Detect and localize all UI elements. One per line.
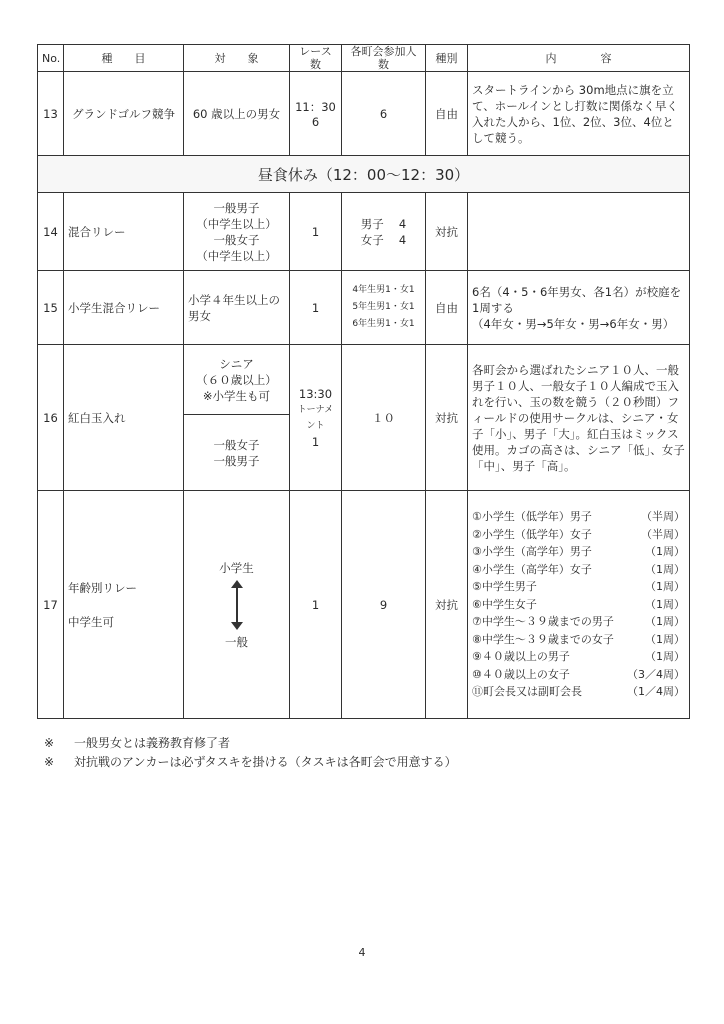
row-event: 紅白玉入れ <box>64 345 184 491</box>
relay-leg-label: ④小学生（高学年）女子 <box>472 562 592 576</box>
race-count: 6 <box>311 114 320 129</box>
target-line: 一般女子 <box>213 232 260 247</box>
row-target: 小学４年生以上の男女 <box>184 271 290 345</box>
relay-leg-distance: （1周） <box>645 597 685 611</box>
relay-leg-label: ⑩４０歳以上の女子 <box>472 667 570 681</box>
row-target <box>184 491 290 719</box>
header-target: 対 象 <box>184 45 290 72</box>
list-item <box>472 648 685 666</box>
relay-leg-label: ⑥中学生女子 <box>472 597 537 611</box>
lunch-banner: 昼食休み（12：00～12：30） <box>38 156 690 193</box>
relay-leg-label: ③小学生（高学年）男子 <box>472 545 592 559</box>
list-item <box>472 683 685 701</box>
lunch-row <box>38 156 690 193</box>
race-format: トーナメント <box>297 404 334 431</box>
race-time: 13:30 <box>298 386 333 401</box>
double-arrow-icon <box>231 580 243 630</box>
list-item <box>472 666 685 684</box>
target-line: 一般男子 <box>213 453 260 468</box>
target-top: 小学生 <box>219 560 254 575</box>
target-line: （中学生以上） <box>196 248 277 263</box>
relay-leg-distance: （半周） <box>641 510 685 524</box>
page-number: 4 <box>358 946 366 959</box>
event-line: 年齢別リレー <box>68 580 137 595</box>
relay-leg-label: ②小学生（低学年）女子 <box>472 527 592 541</box>
relay-leg-distance: （1周） <box>645 562 685 576</box>
relay-leg-distance: （半周） <box>641 527 685 541</box>
table-row <box>38 345 690 415</box>
participant-line: 男子 4 <box>360 216 407 231</box>
list-item <box>472 508 685 526</box>
row-content <box>468 193 690 271</box>
row-type: 対抗 <box>426 193 468 271</box>
content-line: 6名（4・5・6年男女、各1名）が校庭を1周する <box>472 284 682 315</box>
race-count: 1 <box>311 434 320 449</box>
note-item <box>44 753 457 772</box>
target-line: 一般女子 <box>213 437 260 452</box>
row-content: スタートラインから 30m地点に旗を立て、ホールインとし打数に関係なく早く入れた人から、1位、2位、3位、4位として競う。 <box>468 72 690 156</box>
note-item <box>44 734 457 753</box>
row-type: 対抗 <box>426 345 468 491</box>
note-mark: ※ <box>44 736 55 750</box>
row-target-senior <box>184 345 290 415</box>
relay-list <box>472 508 685 701</box>
row-races <box>290 345 342 491</box>
target-bottom: 一般 <box>225 634 248 649</box>
row-no: 13 <box>38 72 64 156</box>
header-no: No. <box>38 45 64 72</box>
row-participants: 9 <box>342 491 426 719</box>
row-participants: 6 <box>342 72 426 156</box>
row-event: 小学生混合リレー <box>64 271 184 345</box>
list-item <box>472 526 685 544</box>
list-item <box>472 578 685 596</box>
relay-leg-distance: （1／4周） <box>627 685 685 699</box>
participant-line: 5年生男1・女1 <box>352 302 415 312</box>
note-mark: ※ <box>44 755 55 769</box>
row-no: 14 <box>38 193 64 271</box>
row-races: 1 <box>290 491 342 719</box>
list-item <box>472 613 685 631</box>
row-type: 自由 <box>426 271 468 345</box>
relay-leg-label: ⑨４０歳以上の男子 <box>472 650 570 664</box>
relay-leg-distance: （1周） <box>645 632 685 646</box>
relay-leg-distance: （1周） <box>645 615 685 629</box>
relay-leg-label: ⑪町会長又は副町会長 <box>472 685 582 699</box>
notes <box>44 734 457 772</box>
list-item <box>472 631 685 649</box>
header-type: 種別 <box>426 45 468 72</box>
target-line: 一般男子 <box>213 200 260 215</box>
row-target-general <box>184 415 290 491</box>
header-races: レース数 <box>290 45 342 72</box>
relay-leg-distance: （1周） <box>645 650 685 664</box>
target-line: シニア <box>219 356 254 371</box>
table-row <box>38 72 690 156</box>
participant-line: 6年生男1・女1 <box>352 319 415 329</box>
relay-leg-label: ⑦中学生～３９歳までの男子 <box>472 615 614 629</box>
list-item <box>472 596 685 614</box>
row-content: 各町会から選ばれたシニア１０人、一般男子１０人、一般女子１０人編成で玉入れを行い、玉の数を競う（２０秒間）フィールドの使用サークルは、シニア・女子「小」、男子「大」。紅白玉はミックス使用。カゴの高さは、シニア「低」、女子「中」、男子「高」。 <box>468 345 690 491</box>
target-line: ※小学生も可 <box>202 388 271 403</box>
participant-line: 女子 4 <box>360 232 407 247</box>
event-line: 中学生可 <box>68 614 114 629</box>
row-type: 自由 <box>426 72 468 156</box>
row-participants <box>342 271 426 345</box>
row-no: 15 <box>38 271 64 345</box>
content-line: （4年女・男→5年女・男→6年女・男） <box>472 316 675 331</box>
row-content <box>468 491 690 719</box>
table-row <box>38 491 690 719</box>
row-event: 混合リレー <box>64 193 184 271</box>
note-text: 対抗戦のアンカーは必ずタスキを掛ける（タスキは各町会で用意する） <box>74 755 457 769</box>
relay-leg-distance: （3／4周） <box>627 667 685 681</box>
target-line: （中学生以上） <box>196 216 277 231</box>
table-row <box>38 271 690 345</box>
target-line: （６０歳以上） <box>196 372 277 387</box>
participant-line: 4年生男1・女1 <box>352 285 415 295</box>
event-table <box>37 44 690 719</box>
row-content <box>468 271 690 345</box>
header-participants: 各町会参加人数 <box>342 45 426 72</box>
relay-leg-distance: （1周） <box>645 580 685 594</box>
relay-leg-label: ⑧中学生～３９歳までの女子 <box>472 632 614 646</box>
row-no: 17 <box>38 491 64 719</box>
list-item <box>472 543 685 561</box>
relay-leg-label: ⑤中学生男子 <box>472 580 537 594</box>
list-item <box>472 561 685 579</box>
race-time: 11：30 <box>295 99 336 114</box>
relay-leg-label: ①小学生（低学年）男子 <box>472 510 592 524</box>
note-text: 一般男女とは義務教育修了者 <box>74 736 231 750</box>
row-races <box>290 72 342 156</box>
row-participants: １０ <box>342 345 426 491</box>
header-row <box>38 45 690 72</box>
row-target <box>184 193 290 271</box>
table-row <box>38 193 690 271</box>
row-races: 1 <box>290 193 342 271</box>
row-target: 60 歳以上の男女 <box>184 72 290 156</box>
row-event: グランドゴルフ競争 <box>64 72 184 156</box>
relay-leg-distance: （1周） <box>645 545 685 559</box>
header-content: 内 容 <box>468 45 690 72</box>
row-no: 16 <box>38 345 64 491</box>
row-event <box>64 491 184 719</box>
row-participants <box>342 193 426 271</box>
row-races: 1 <box>290 271 342 345</box>
row-type: 対抗 <box>426 491 468 719</box>
header-event: 種 目 <box>64 45 184 72</box>
